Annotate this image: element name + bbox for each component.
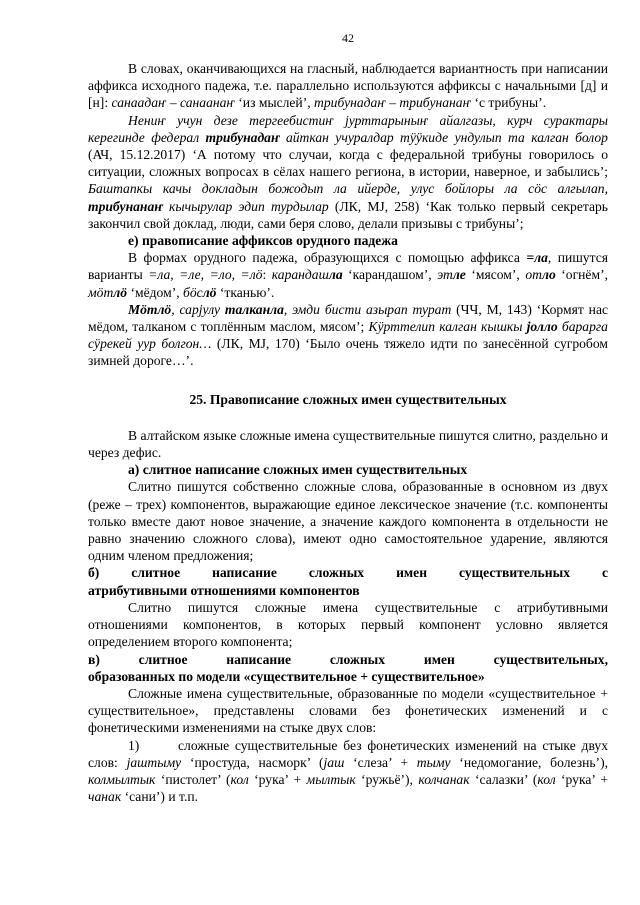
paragraph-noun-noun: Сложные имена существительные, образованные по модели «существительное + существительное», представлены словами без фонетических изменений и с фонетическими изменениями на стыке двух слов: <box>88 685 608 736</box>
list-item-number: 1) <box>128 737 140 753</box>
paragraph-instrumental-forms <box>88 249 608 301</box>
italic-text: =ла, =ле, =ло, =лӧ <box>148 267 263 283</box>
italic-text: бӧс <box>183 284 203 300</box>
emphasized-word: лӧ <box>113 284 128 300</box>
subheading-instrumental-case: е) правописание аффиксов орудного падежа <box>128 233 398 249</box>
italic-text: карандаш <box>271 267 329 283</box>
italic-text: тыму <box>416 754 451 770</box>
italic-text: эт <box>437 267 453 283</box>
emphasized-word: трибунадаҥ <box>205 129 280 145</box>
page-number: 42 <box>342 31 354 45</box>
italic-text: трибунадаҥ – трибунанаҥ <box>314 95 472 111</box>
section-title: 25. Правописание сложных имен существительных <box>189 391 507 407</box>
text-run: сложные существительные без фонетических изменений на стыке двух слов: <box>88 737 608 770</box>
text-run: ‘рука’ + <box>248 771 307 787</box>
italic-text: от <box>525 267 542 283</box>
italic-text: кычырулар эдип турдылар <box>162 198 329 214</box>
text-run: ‘простуда, насморк’ ( <box>181 754 324 770</box>
text-run: ‘с трибуны’. <box>471 95 547 111</box>
italic-text: бараргa сӱрекей уур болгон… <box>88 319 608 352</box>
emphasized-word: Мӧтлӧ <box>128 301 172 317</box>
italic-text: , <box>171 301 180 317</box>
text-run: В формах орудного падежа, образующихся с помощью аффикса <box>128 250 527 266</box>
paragraph-attributive: Слитно пишутся сложные имена существительные с атрибутивными отношениями компонентов, в которых первый компонент условно является определением второго компонента; <box>88 599 608 650</box>
text-run: ‘карандашом’, <box>342 267 438 283</box>
paragraph-compound-solid: Слитно пишутся собственно сложные слова, образованные в основном из двух (реже – трех) компонентов, выражающие единое лексическое значение (т.с. компоненты только вместе дают новое значение, а значение каждого компонента в отдельности не равно значению сложного слова), имеют одно самостоятельное ударение, являются одним членом предложения; <box>88 479 608 564</box>
subheading-noun-noun-line1: в) слитное написание сложных имен существительных, <box>88 651 608 667</box>
text-run: (ЧЧ, М, 143) ‘Кормят нас мёдом, талканом с топлённым маслом, мясом’; <box>88 301 609 335</box>
emphasized-word: трибунанаҥ <box>88 198 163 214</box>
text-run: ‘рука’ + <box>555 771 608 787</box>
paragraph-instrumental-examples <box>88 301 608 370</box>
list-item-1 <box>88 737 608 806</box>
emphasized-word: ле <box>452 267 466 283</box>
text-run: ‘тканью’. <box>216 284 275 300</box>
subheading-attributive-line2: атрибутивными отношениями компонентов <box>88 582 360 598</box>
italic-text: мылтык <box>306 771 356 787</box>
italic-text: , <box>283 301 293 317</box>
italic-text: колмылтык <box>88 771 156 787</box>
subheading-noun-noun-line2: образованных по модели «существительное + существительное» <box>88 668 485 684</box>
italic-text: јаштыму <box>126 754 182 770</box>
italic-text: айткан учуралдар тӱӱкиде ундулып та калган болор <box>279 129 608 145</box>
italic-text: јаш <box>323 754 345 770</box>
subheading-compound-solid: а) слитное написание сложных имен существительных <box>128 462 468 478</box>
italic-text: эмди бисти азырап турат <box>292 301 452 317</box>
italic-text: Кӱрттелип калган кышкы <box>368 319 527 335</box>
italic-text: чанак <box>88 789 122 805</box>
subheading-attributive-line1: б) слитное написание сложных имен существительных с <box>88 565 608 581</box>
text-run: ‘пистолет’ ( <box>155 771 231 787</box>
text-run: ‘ружьё’), <box>355 771 419 787</box>
text-run: В словах, оканчивающихся на гласный, наблюдается вариантность при написании аффикса исходного падежа, т.е. параллельно используются аффиксы с начальными [д] и [н]: <box>88 61 608 111</box>
text-run: ‘слеза’ + <box>344 754 417 770</box>
text-run: (ЛК, МЈ, 170) ‘Было очень тяжело идти по занесённой сугробом зимней дороге…’. <box>88 336 608 369</box>
emphasized-word: =ла <box>526 250 548 266</box>
text-run: , пишутся варианты <box>88 250 608 283</box>
italic-text: санаадаҥ – санаанаҥ <box>111 95 235 111</box>
italic-text: кол <box>537 771 556 787</box>
paragraph-ablative-variance <box>88 60 608 112</box>
italic-text: Нениҥ учун дезе тергеебистиҥ јурттарыныҥ айалгазы, курч сурактары керегинде федерал <box>88 112 608 145</box>
text-run: ‘салазки’ ( <box>469 771 538 787</box>
emphasized-word: лӧ <box>202 284 217 300</box>
emphasized-word: ло <box>541 267 556 283</box>
document-page <box>88 30 608 805</box>
text-run: (ЛК, МЈ, 258) ‘Как только первый секретарь закончил свой доклад, люди, сами беря слово, делали призывы с трибуны’; <box>88 198 608 231</box>
paragraph-ablative-examples <box>88 112 608 232</box>
italic-text: Баштапкы качы докладын божодып ла ийерде, улус бойлоры ла сӧс алгылап, <box>88 181 608 197</box>
paragraph-compound-intro: В алтайском языке сложные имена существительные пишутся слитно, раздельно и через дефис. <box>88 427 608 461</box>
italic-text: сарјулу <box>179 301 225 317</box>
italic-text: мӧт <box>88 284 114 300</box>
emphasized-word: талканла <box>224 301 284 317</box>
text-run: ‘из мыслей’, <box>234 95 315 111</box>
text-run: ‘сани’) и т.п. <box>121 789 199 805</box>
italic-text: колчанак <box>418 771 470 787</box>
text-run: (АЧ, 15.12.2017) ‘А потому что случаи, когда с федеральной трибуны говорилось о ситуации, сложных вопросах в сёлах нашего региона, в истории, наверное, и забылись’; <box>88 147 608 180</box>
italic-text: кол <box>230 771 249 787</box>
text-run: ‘недомогание, болезнь’), <box>450 754 608 770</box>
emphasized-word: јолло <box>526 319 558 335</box>
emphasized-word: ла <box>328 267 343 283</box>
text-run: : <box>262 267 272 283</box>
text-run: ‘мясом’, <box>465 267 526 283</box>
text-run: ‘мёдом’, <box>127 284 184 300</box>
text-run: ‘огнём’, <box>555 267 608 283</box>
